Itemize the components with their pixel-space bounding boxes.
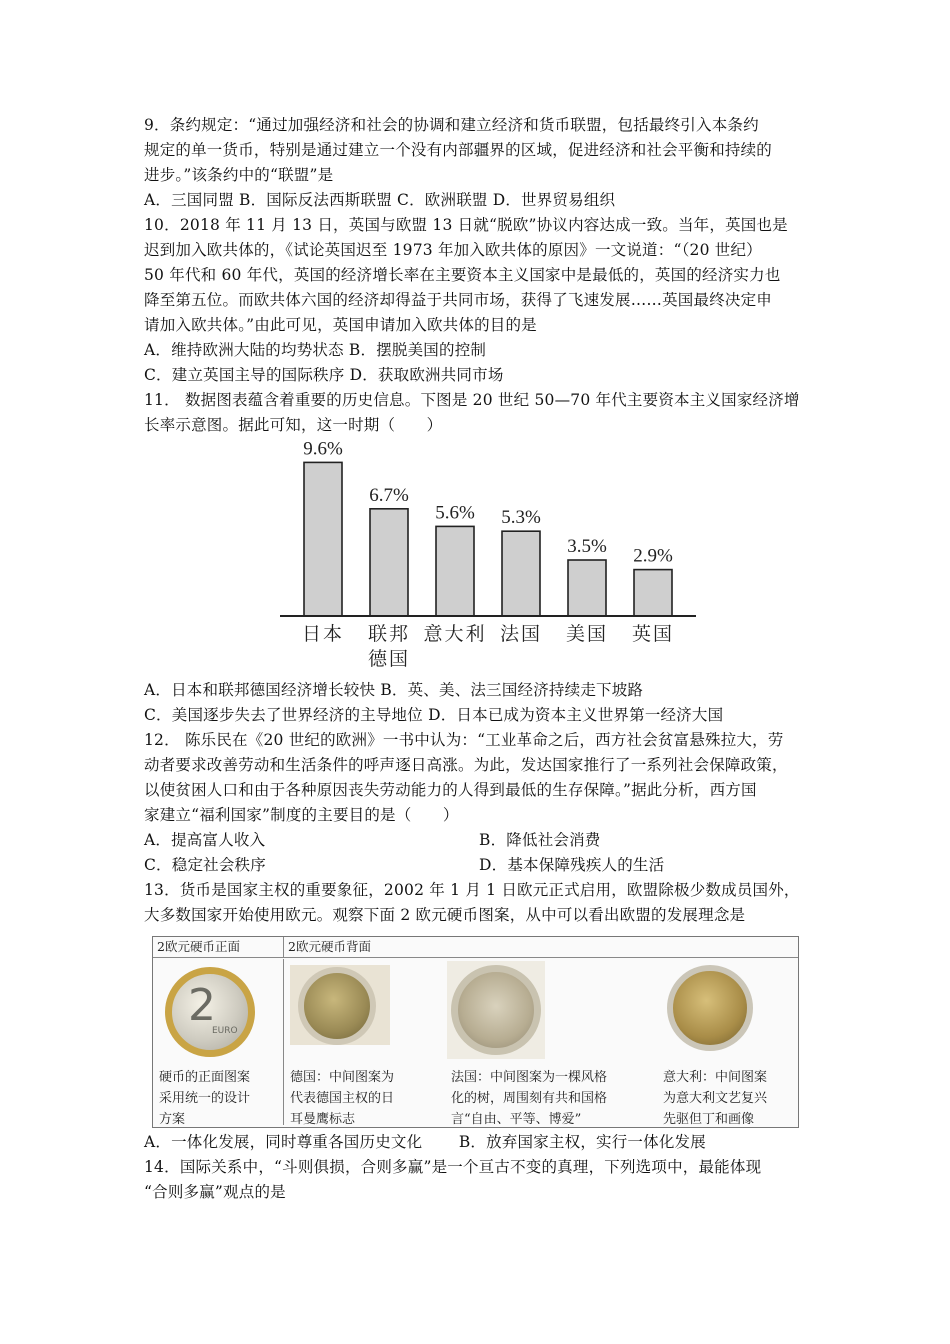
- coin-germany-caption: [290, 1067, 394, 1130]
- q11-options-cd: C．美国逐步失去了世界经济的主导地位 D．日本已成为资本主义世界第一经济大国: [144, 706, 724, 724]
- q12-option-a: A．提高富人收入: [144, 831, 266, 849]
- q12-stem-line-4: 家建立“福利国家”制度的主要目的是（ ）: [144, 806, 459, 824]
- coin-back-header: 2欧元硬币背面: [284, 937, 798, 958]
- coin-italy-caption-line-1: 意大利：中间图案: [663, 1070, 768, 1085]
- coin-germany-cell: [284, 959, 439, 1125]
- q10-stem-line-4: 降至第五位。而欧共体六国的经济却得益于共同市场，获得了飞速发展……英国最终决定申: [144, 291, 773, 309]
- coin-italy-caption-line-3: 先驱但丁和画像: [663, 1112, 755, 1127]
- category-label-2-1: 联邦: [367, 623, 411, 645]
- coin-italy-caption: [663, 1067, 767, 1130]
- tree-coin-icon: [451, 965, 541, 1055]
- q10-options-ab: A．维持欧洲大陆的均势状态 B．摆脱美国的控制: [144, 341, 487, 359]
- coin-front-cell: [153, 959, 284, 1125]
- q9-stem-line-1: 9．条约规定：“通过加强经济和社会的协调和建立经济和货币联盟，包括最终引入本条约: [144, 116, 759, 134]
- coin-front-caption-line-3: 方案: [159, 1112, 186, 1127]
- q9-options: A．三国同盟 B．国际反法西斯联盟 C．欧洲联盟 D．世界贸易组织: [144, 191, 616, 209]
- growth-rate-chart: [144, 438, 814, 678]
- bar-3: [436, 526, 474, 616]
- q12-stem-line-2: 动者要求改善劳动和生活条件的呼声逐日高涨。为此，发达国家推行了一系列社会保障政策，: [144, 756, 788, 774]
- bar-5: [568, 560, 606, 616]
- q9-stem-line-3: 进步。”该条约中的“联盟”是: [144, 166, 334, 184]
- coin-france-caption-line-2: 化的树，周围刻有共和国格: [451, 1091, 608, 1106]
- category-label-5-1: 美国: [565, 623, 609, 645]
- coin-france-cell: [443, 959, 653, 1125]
- q9-stem-line-2: 规定的单一货币，特别是通过建立一个没有内部疆界的区域，促进经济和社会平衡和持续的: [144, 141, 773, 159]
- coin-france-caption-line-1: 法国：中间图案为一棵风格: [451, 1070, 608, 1085]
- coin-italy-cell: [653, 959, 797, 1125]
- q12-option-d: D．基本保障残疾人的生活: [479, 856, 665, 874]
- q10-stem-line-3: 50 年代和 60 年代，英国的经济增长率在主要资本主义国家中是最低的，英国的经济实力也: [144, 266, 781, 284]
- germany-coin-photo: [290, 965, 390, 1045]
- coin-germany-caption-line-1: 德国：中间图案为: [290, 1070, 395, 1085]
- q12-options-row-2: [144, 853, 814, 878]
- coin-france-caption-line-3: 言“自由、平等、博爱”: [451, 1112, 582, 1127]
- category-label-2-2: 德国: [367, 648, 411, 670]
- bar-value-label-5: 3.5%: [567, 536, 607, 557]
- bar-4: [502, 531, 540, 616]
- two-euro-front-coin-image: [165, 967, 255, 1057]
- q10-stem-line-5: 请加入欧共体。”由此可见，英国申请加入欧共体的目的是: [144, 316, 537, 334]
- bar-1: [304, 462, 342, 616]
- coin-italy-caption-line-2: 为意大利文艺复兴: [663, 1091, 768, 1106]
- bar-value-label-2: 6.7%: [369, 484, 409, 506]
- coin-front-header: 2欧元硬币正面: [153, 937, 284, 958]
- france-coin-photo: [447, 961, 545, 1059]
- q13-options-ab: A．一体化发展，同时尊重各国历史文化 B．放弃国家主权，实行一体化发展: [144, 1133, 706, 1151]
- q11-stem-line-2: 长率示意图。据此可知，这一时期（ ）: [144, 416, 443, 434]
- coin-france-caption: [451, 1067, 607, 1130]
- q13-stem-line-1: 13．货币是国家主权的重要象征，2002 年 1 月 1 日欧元正式启用，欧盟除极少数成员国外，: [144, 881, 800, 899]
- q10-stem-line-1: 10．2018 年 11 月 13 日，英国与欧盟 13 日就“脱欧”协议内容达成一致。当年，英国也是: [144, 216, 788, 234]
- q12-option-c: C．稳定社会秩序: [144, 856, 266, 874]
- bar-value-label-1: 9.6%: [303, 440, 343, 460]
- q12-stem-line-3: 以使贫困人口和由于各种原因丧失劳动能力的人得到最低的生存保障。”据此分析，西方国: [144, 781, 757, 799]
- bar-value-label-4: 5.3%: [501, 507, 541, 529]
- q10-stem-line-2: 迟到加入欧共体的，《试论英国迟至 1973 年加入欧共体的原因》一文说道：“（20 世纪）: [144, 241, 762, 259]
- bar-2: [370, 509, 408, 616]
- q14-stem-line-2: “合则多赢”观点的是: [144, 1183, 286, 1201]
- category-label-6-1: 英国: [631, 623, 675, 645]
- coin-front-caption-line-2: 采用统一的设计: [159, 1091, 251, 1106]
- bar-value-label-3: 5.6%: [435, 502, 475, 524]
- q12-options-row-1: [144, 828, 814, 853]
- eagle-coin-icon: [298, 967, 376, 1045]
- coin-euro-text: EURO: [212, 1026, 238, 1036]
- q13-stem-line-2: 大多数国家开始使用欧元。观察下面 2 欧元硬币图案，从中可以看出欧盟的发展理念是: [144, 906, 746, 924]
- category-label-1-1: 日本: [301, 623, 345, 645]
- bar-6: [634, 570, 672, 616]
- growth-rate-bar-chart-svg: [280, 440, 706, 676]
- coin-numeral: 2: [188, 980, 216, 1031]
- coin-germany-caption-line-2: 代表德国主权的日: [290, 1091, 395, 1106]
- q11-options-ab: A．日本和联邦德国经济增长较快 B．英、美、法三国经济持续走下坡路: [144, 681, 644, 699]
- coin-front-caption-line-1: 硬币的正面图案: [159, 1070, 251, 1085]
- q10-options-cd: C．建立英国主导的国际秩序 D．获取欧洲共同市场: [144, 366, 504, 384]
- q14-stem-line-1: 14．国际关系中，“斗则俱损，合则多赢”是一个亘古不变的真理，下列选项中，最能体现: [144, 1158, 762, 1176]
- euro-coin-table: [152, 936, 799, 1128]
- q12-stem-line-1: 12． 陈乐民在《20 世纪的欧洲》一书中认为：“工业革命之后，西方社会贫富悬殊拉大，劳: [144, 731, 784, 749]
- category-label-4-1: 法国: [499, 623, 543, 645]
- coin-germany-caption-line-3: 耳曼鹰标志: [290, 1112, 356, 1127]
- coin-front-caption: [159, 1067, 250, 1130]
- bar-value-label-6: 2.9%: [633, 545, 673, 567]
- q12-option-b: B．降低社会消费: [479, 831, 601, 849]
- exam-page: [144, 113, 814, 1205]
- q11-stem-line-1: 11． 数据图表蕴含着重要的历史信息。下图是 20 世纪 50—70 年代主要资本主义国家经济增: [144, 391, 800, 409]
- category-label-3-1: 意大利: [423, 623, 487, 645]
- dante-coin-icon: [667, 965, 753, 1051]
